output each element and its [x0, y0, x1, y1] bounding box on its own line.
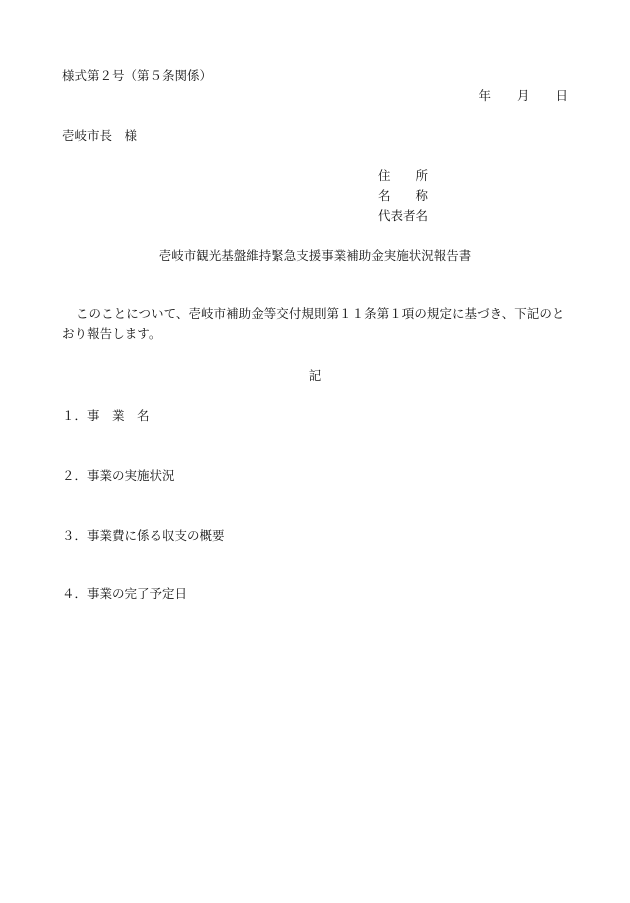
- item-completion-date: ４．事業の完了予定日: [62, 586, 188, 601]
- date-month: 月: [516, 88, 530, 103]
- addressee: 壱岐市長 様: [62, 128, 138, 143]
- date-day: 日: [555, 88, 568, 103]
- item-income-expense-summary: ３．事業費に係る収支の概要: [62, 528, 225, 543]
- address-label: 住 所: [378, 168, 429, 183]
- body-text: このことについて、壱岐市補助金等交付規則第１１条第１項の規定に基づき、下記のとおり報告します。: [62, 306, 565, 341]
- ki-heading: 記: [308, 368, 322, 383]
- date-line: [478, 86, 568, 104]
- item-business-name: １．事 業 名: [62, 408, 150, 423]
- representative-label: 代表者名: [378, 208, 429, 223]
- sender-block: [378, 166, 428, 226]
- form-number: 様式第２号（第５条関係）: [62, 68, 213, 83]
- item-implementation-status: ２．事業の実施状況: [62, 468, 175, 483]
- document-title: 壱岐市観光基盤維持緊急支援事業補助金実施状況報告書: [158, 248, 472, 263]
- name-label: 名 称: [378, 188, 429, 203]
- date-year: 年: [478, 88, 491, 103]
